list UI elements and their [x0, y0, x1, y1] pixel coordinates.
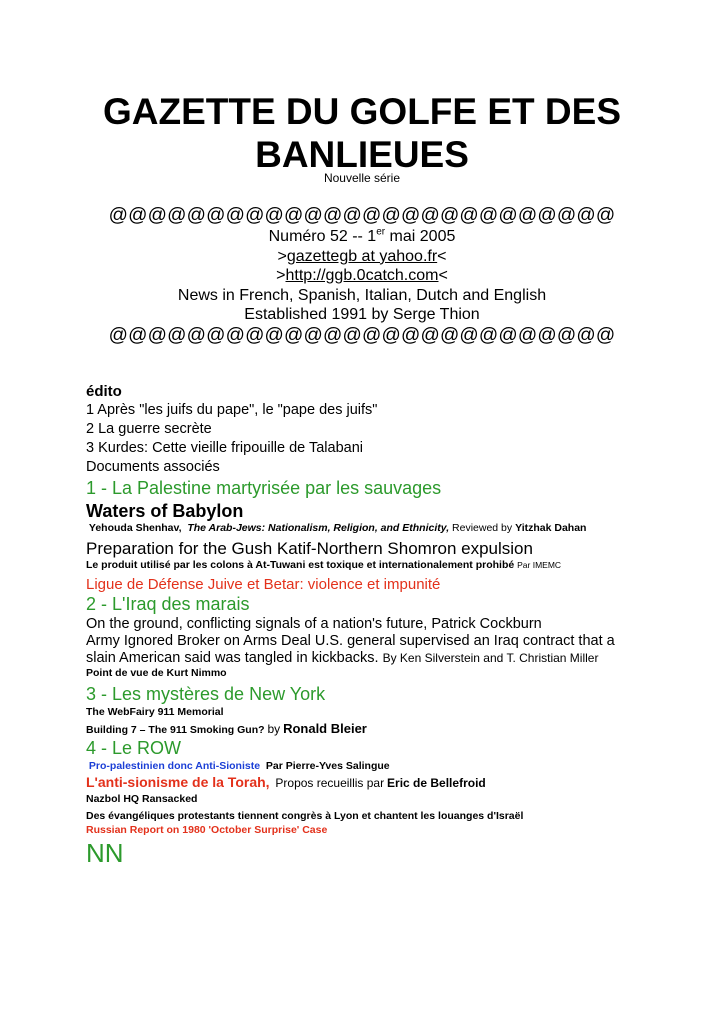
article-title[interactable]: Point de vue de Kurt Nimmo [86, 667, 227, 679]
website-link[interactable]: http://ggb.0catch.com [285, 267, 439, 284]
edito-item[interactable]: 2 La guerre secrète [86, 421, 212, 437]
edito-item[interactable]: 1 Après "les juifs du pape", le "pape des juifs" [86, 402, 378, 418]
article-title[interactable]: Pro-palestinien donc Anti-Sioniste Par Pierre-Yves Salingue [88, 760, 390, 772]
edito-heading: édito [86, 383, 122, 400]
article-title[interactable]: Waters of Babylon [86, 501, 244, 521]
issue-line: Numéro 52 -- 1er mai 2005 [268, 226, 456, 245]
subtitle: Nouvelle série [323, 171, 401, 185]
article-title[interactable]: Des évangéliques protestants tiennent congrès à Lyon et chantent les louanges d'Israël [86, 810, 524, 822]
article-byline: Yehouda Shenhav, The Arab-Jews: Nationalism, Religion, and Ethnicity, Reviewed by Yitzhak Dahan [88, 522, 587, 534]
at-separator-bottom: @@@@@@@@@@@@@@@@@@@@@@@@@@ [108, 324, 616, 346]
section-heading[interactable]: 1 - La Palestine martyrisée par les sauvages [86, 478, 442, 498]
section-heading[interactable]: 3 - Les mystères de New York [86, 684, 326, 704]
languages-line: News in French, Spanish, Italian, Dutch and English [177, 286, 547, 304]
page-title: GAZETTE DU GOLFE ET DES BANLIEUES [102, 91, 622, 175]
nn-label: NN [86, 838, 124, 868]
email-line: >gazettegb at yahoo.fr< [277, 247, 447, 265]
article-title[interactable]: Russian Report on 1980 'October Surprise' Case [86, 824, 328, 836]
table-of-contents [86, 382, 646, 867]
article-title[interactable]: Ligue de Défense Juive et Betar: violence et impunité [86, 576, 441, 593]
article-title[interactable]: Nazbol HQ Ransacked [86, 793, 198, 805]
article-title[interactable]: The WebFairy 911 Memorial [86, 706, 224, 718]
article-title[interactable]: Army Ignored Broker on Arms Deal U.S. general supervised an Iraq contract that a slain American said was tangled in kickbacks. By Ken Silverstein and T. Christian Miller [86, 633, 615, 666]
article-title[interactable]: Building 7 – The 911 Smoking Gun? by Ronald Bleier [86, 721, 367, 736]
established-line: Established 1991 by Serge Thion [244, 306, 480, 323]
article-title[interactable]: L'anti-sionisme de la Torah, Propos recueillis par Eric de Bellefroid [86, 774, 486, 790]
article-title[interactable]: Le produit utilisé par les colons à At-Tuwani est toxique et internationalement prohibé Par IMEMC [86, 559, 562, 571]
article-title[interactable]: On the ground, conflicting signals of a nation's future, Patrick Cockburn [86, 616, 542, 632]
section-heading[interactable]: 4 - Le ROW [86, 738, 182, 758]
edito-item[interactable]: Documents associés [86, 459, 220, 475]
edito-item[interactable]: 3 Kurdes: Cette vieille fripouille de Talabani [86, 440, 364, 456]
article-title[interactable]: Preparation for the Gush Katif-Northern Shomron expulsion [86, 539, 533, 558]
masthead [0, 205, 724, 347]
email-link[interactable]: gazettegb at yahoo.fr [286, 247, 438, 265]
url-line: >http://ggb.0catch.com< [276, 267, 448, 284]
section-heading[interactable]: 2 - L'Iraq des marais [86, 594, 250, 614]
at-separator-top: @@@@@@@@@@@@@@@@@@@@@@@@@@ [108, 205, 616, 226]
